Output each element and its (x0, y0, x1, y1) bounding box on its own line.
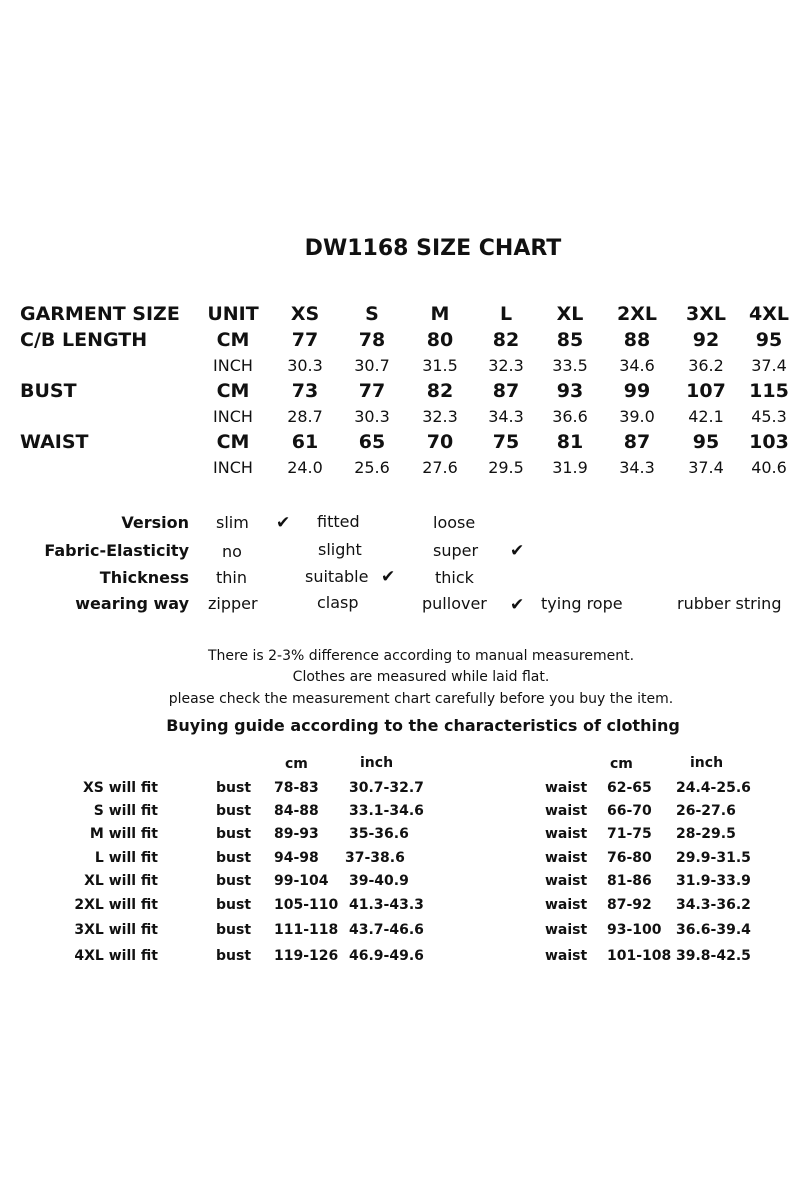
value-cell: 42.1 (688, 407, 724, 426)
value-cell: 28.7 (287, 407, 323, 426)
char-option: loose (433, 513, 476, 532)
value-cell: 25.6 (354, 458, 390, 477)
note-line: Clothes are measured while laid flat. (292, 669, 550, 685)
value-cell: 29.5 (488, 458, 524, 477)
char-label-version: Version (121, 513, 189, 532)
guide-bust-label: bust (216, 897, 252, 913)
guide-bust-inch: 39-40.9 (349, 873, 409, 889)
char-option: clasp (317, 593, 359, 612)
guide-bust-label: bust (216, 922, 252, 938)
checkmark-icon: ✔ (381, 567, 396, 587)
guide-waist-inch: 24.4-25.6 (676, 780, 751, 796)
char-option: tying rope (541, 594, 623, 613)
value-cell: 70 (426, 431, 454, 453)
guide-bust-label: bust (216, 873, 252, 889)
guide-size-label: L will fit (94, 850, 158, 866)
guide-size-label: 3XL will fit (74, 922, 158, 938)
value-cell: 75 (492, 431, 520, 453)
value-cell: 39.0 (619, 407, 655, 426)
size-header-m: M (430, 303, 450, 325)
guide-size-label: M will fit (89, 826, 158, 842)
guide-waist-cm: 81-86 (607, 873, 652, 889)
guide-size-label: XL will fit (84, 873, 158, 889)
guide-waist-label: waist (545, 850, 588, 866)
value-cell: 61 (291, 431, 319, 453)
value-cell: 45.3 (751, 407, 787, 426)
value-cell: 30.3 (354, 407, 390, 426)
guide-waist-inch: 31.9-33.9 (676, 873, 751, 889)
value-cell: 27.6 (422, 458, 458, 477)
value-cell: 107 (686, 380, 726, 402)
value-cell: 65 (358, 431, 386, 453)
guide-bust-inch: 43.7-46.6 (349, 922, 424, 938)
size-header-xl: XL (556, 303, 584, 325)
unit-cm: CM (216, 329, 250, 351)
unit-cm: CM (216, 380, 250, 402)
value-cell: 87 (623, 431, 651, 453)
size-header-s: S (365, 303, 379, 325)
guide-waist-inch: 34.3-36.2 (676, 897, 751, 913)
size-header-4xl: 4XL (749, 303, 789, 325)
value-cell: 36.2 (688, 356, 724, 375)
value-cell: 32.3 (422, 407, 458, 426)
value-cell: 24.0 (287, 458, 323, 477)
char-option: no (222, 542, 242, 561)
char-option: fitted (317, 512, 360, 531)
guide-waist-cm: 76-80 (607, 850, 652, 866)
value-cell: 85 (556, 329, 584, 351)
guide-bust-label: bust (216, 948, 252, 964)
value-cell: 81 (556, 431, 584, 453)
value-cell: 77 (291, 329, 319, 351)
char-option: rubber string (677, 594, 782, 613)
row-label-waist: WAIST (20, 431, 89, 453)
char-label-wearing-way: wearing way (75, 594, 189, 613)
guide-col-cm: cm (285, 756, 308, 772)
value-cell: 34.6 (619, 356, 655, 375)
guide-waist-label: waist (545, 803, 588, 819)
value-cell: 34.3 (619, 458, 655, 477)
char-label-thickness: Thickness (99, 568, 189, 587)
guide-bust-inch: 37-38.6 (345, 850, 405, 866)
value-cell: 34.3 (488, 407, 524, 426)
size-header-2xl: 2XL (617, 303, 657, 325)
guide-waist-label: waist (545, 922, 588, 938)
guide-bust-label: bust (216, 850, 252, 866)
char-option: slim (216, 513, 249, 532)
guide-col-inch: inch (690, 755, 724, 771)
guide-bust-inch: 33.1-34.6 (349, 803, 424, 819)
guide-bust-cm: 99-104 (274, 873, 329, 889)
guide-bust-inch: 41.3-43.3 (349, 897, 424, 913)
guide-bust-cm: 78-83 (274, 780, 319, 796)
value-cell: 31.5 (422, 356, 458, 375)
size-header-xs: XS (290, 303, 320, 325)
checkmark-icon: ✔ (510, 541, 525, 561)
value-cell: 36.6 (552, 407, 588, 426)
char-option: suitable (305, 567, 369, 586)
value-cell: 95 (692, 431, 720, 453)
unit-cm: CM (216, 431, 250, 453)
value-cell: 30.3 (287, 356, 323, 375)
guide-waist-label: waist (545, 826, 588, 842)
value-cell: 115 (749, 380, 789, 402)
size-header-3xl: 3XL (686, 303, 726, 325)
guide-waist-cm: 93-100 (607, 922, 662, 938)
guide-bust-label: bust (216, 826, 252, 842)
guide-waist-label: waist (545, 948, 588, 964)
guide-bust-inch: 35-36.6 (349, 826, 409, 842)
guide-bust-cm: 111-118 (274, 922, 339, 938)
row-label-cb-length: C/B LENGTH (20, 329, 148, 351)
value-cell: 73 (291, 380, 319, 402)
guide-bust-cm: 84-88 (274, 803, 319, 819)
guide-waist-cm: 101-108 (607, 948, 672, 964)
unit-inch: INCH (213, 458, 253, 477)
guide-waist-label: waist (545, 873, 588, 889)
guide-col-cm: cm (610, 756, 633, 772)
value-cell: 40.6 (751, 458, 787, 477)
guide-waist-cm: 87-92 (607, 897, 652, 913)
checkmark-icon: ✔ (276, 513, 291, 533)
char-option: pullover (422, 594, 487, 613)
row-label-bust: BUST (20, 380, 77, 402)
guide-bust-label: bust (216, 803, 252, 819)
guide-waist-label: waist (545, 780, 588, 796)
guide-waist-inch: 28-29.5 (676, 826, 736, 842)
guide-bust-inch: 46.9-49.6 (349, 948, 424, 964)
checkmark-icon: ✔ (510, 595, 525, 615)
char-option: thick (435, 568, 474, 587)
guide-size-label: S will fit (93, 803, 158, 819)
guide-size-label: 4XL will fit (74, 948, 158, 964)
guide-waist-cm: 66-70 (607, 803, 652, 819)
value-cell: 32.3 (488, 356, 524, 375)
garment-size-header: GARMENT SIZE (20, 303, 180, 325)
guide-col-inch: inch (360, 755, 394, 771)
guide-waist-inch: 29.9-31.5 (676, 850, 751, 866)
char-option: slight (318, 540, 362, 559)
value-cell: 33.5 (552, 356, 588, 375)
guide-waist-cm: 71-75 (607, 826, 652, 842)
value-cell: 99 (623, 380, 651, 402)
value-cell: 37.4 (688, 458, 724, 477)
value-cell: 92 (692, 329, 720, 351)
guide-waist-cm: 62-65 (607, 780, 652, 796)
guide-bust-cm: 119-126 (274, 948, 339, 964)
char-option: zipper (208, 594, 258, 613)
value-cell: 78 (358, 329, 386, 351)
value-cell: 30.7 (354, 356, 390, 375)
unit-inch: INCH (213, 407, 253, 426)
value-cell: 31.9 (552, 458, 588, 477)
value-cell: 82 (426, 380, 454, 402)
guide-waist-inch: 36.6-39.4 (676, 922, 751, 938)
guide-waist-inch: 26-27.6 (676, 803, 736, 819)
size-header-l: L (499, 303, 513, 325)
guide-bust-cm: 105-110 (274, 897, 339, 913)
guide-waist-inch: 39.8-42.5 (676, 948, 751, 964)
guide-waist-label: waist (545, 897, 588, 913)
value-cell: 95 (755, 329, 783, 351)
page-title: DW1168 SIZE CHART (304, 236, 562, 261)
guide-size-label: XS will fit (82, 780, 158, 796)
guide-bust-cm: 94-98 (274, 850, 319, 866)
value-cell: 103 (749, 431, 789, 453)
guide-bust-cm: 89-93 (274, 826, 319, 842)
char-label-fabric-elasticity: Fabric-Elasticity (44, 541, 189, 560)
unit-header: UNIT (207, 303, 259, 325)
guide-bust-label: bust (216, 780, 252, 796)
value-cell: 77 (358, 380, 386, 402)
value-cell: 88 (623, 329, 651, 351)
unit-inch: INCH (213, 356, 253, 375)
buying-guide-title: Buying guide according to the characteristics of clothing (166, 716, 680, 735)
value-cell: 93 (556, 380, 584, 402)
char-option: thin (216, 568, 247, 587)
value-cell: 87 (492, 380, 520, 402)
guide-bust-inch: 30.7-32.7 (349, 780, 424, 796)
guide-size-label: 2XL will fit (74, 897, 158, 913)
value-cell: 82 (492, 329, 520, 351)
char-option: super (433, 541, 479, 560)
note-line: please check the measurement chart carefully before you buy the item. (168, 691, 674, 707)
value-cell: 37.4 (751, 356, 787, 375)
value-cell: 80 (426, 329, 454, 351)
note-line: There is 2-3% difference according to manual measurement. (207, 648, 635, 664)
